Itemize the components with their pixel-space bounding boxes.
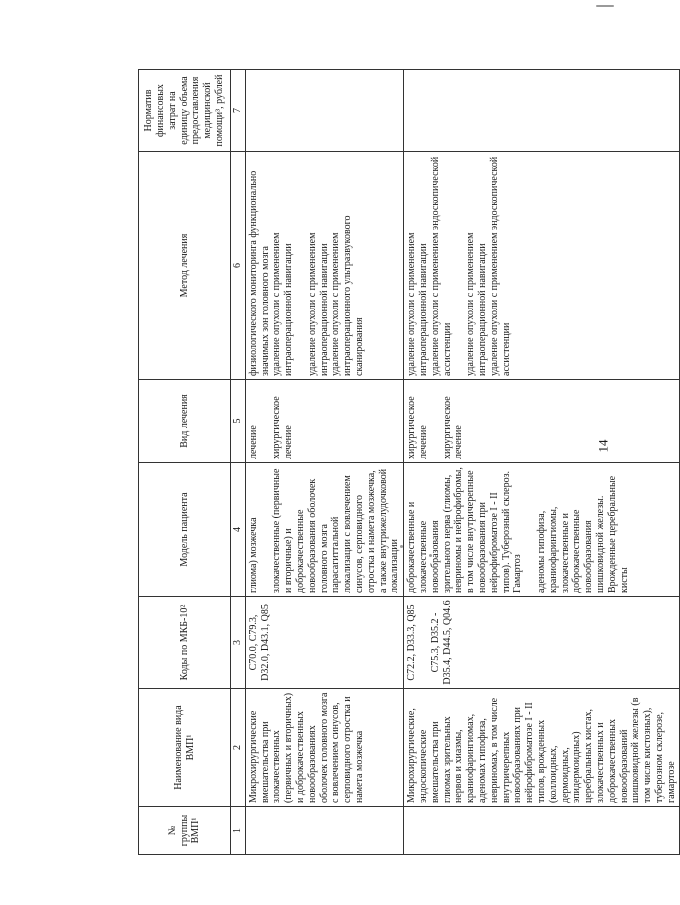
cell-method: удаление опухоли с применением интраоперационной навигации удаление опухоли с применением эндоскопической ассистенции удаление опухоли с применением интраоперационной навигации удаление опухоли с применением эндоскопической ассистенции <box>404 152 680 380</box>
header-method: Метод лечения <box>139 152 231 380</box>
column-number: 5 <box>231 380 246 463</box>
header-name: Наименование вида ВМП¹ <box>139 689 231 807</box>
cell-name: Микрохирургические, эндоскопические вмешательства при глиомах зрительных нервов и хиазмы, краниофарингиомах, аденомах гипофиза, невриномах, в том числе внутричерепных новообразованиях при нейрофиброматозе I - II типов, врожденных (коллоидных, дермоидных, эпидермоидных) церебральных кистах, злокачественных и доброкачественных новообразований шишковидной железы (в том числе кистозных), туберозном склерозе, гамартозе <box>404 689 680 807</box>
cell-method: физиологического мониторинга функционально значимых зон головного мозга удаление опухоли с применением интраоперационной навигации удаление опухоли с применением интраоперационной навигации удаление опухоли с применением интраоперационного ультразвукового сканирования <box>245 152 403 380</box>
cell-model: доброкачественные и злокачественные новообразования зрительного нерва (глиомы, невриномы и нейрофибромы, в том числе внутричерепные новообразования при нейрофиброматозе I - II типов). Туберозный склероз. Гамартоз аденомы гипофиза, краниофарингиомы, злокачественные и доброкачественные новообразования шишковидной железы. Врожденные церебральные кисты <box>404 463 680 597</box>
header-row <box>139 70 231 855</box>
cell-norm <box>404 70 680 152</box>
header-treatment-type: Вид лечения <box>139 380 231 463</box>
cell-treatment-type: лечение хирургическое лечение <box>245 380 403 463</box>
cell-group <box>404 807 680 855</box>
cell-codes: C72.2, D33.3, Q85 C75.3, D35.2 - D35.4, D44.5, Q04.6 <box>404 597 680 689</box>
table-row <box>404 70 680 855</box>
column-number: 2 <box>231 689 246 807</box>
cell-norm <box>245 70 403 152</box>
column-number: 1 <box>231 807 246 855</box>
column-number: 7 <box>231 70 246 152</box>
column-number: 3 <box>231 597 246 689</box>
cell-group <box>245 807 403 855</box>
scan-speck <box>596 5 614 7</box>
column-number: 4 <box>231 463 246 597</box>
header-norm: Норматив финансовых затрат на единицу объема предоставления медицинской помощи³, рублей <box>139 70 231 152</box>
header-codes: Коды по МКБ-10² <box>139 597 231 689</box>
page-number: 14 <box>595 439 611 453</box>
cell-name: Микрохирургические вмешательства при злокачественных (первичных и вторичных) и доброкачественных новообразованиях оболочек головного мозга с вовлечением синусов, серповидного отростка и намета мозжечка <box>245 689 403 807</box>
header-model: Модель пациента <box>139 463 231 597</box>
treatment-table <box>138 69 680 855</box>
cell-codes: C70.0, C79.3, D32.0, D43.1, Q85 <box>245 597 403 689</box>
header-group: № группы ВМП¹ <box>139 807 231 855</box>
table-row <box>245 70 403 855</box>
column-number-row <box>231 70 246 855</box>
cell-treatment-type: хирургическое лечение хирургическое лечение <box>404 380 680 463</box>
column-number: 6 <box>231 152 246 380</box>
cell-model: глиома) мозжечка злокачественные (первичные и вторичные) и доброкачественные новообразования оболочек головного мозга парасагиттальной локализации с вовлечением синусов, серповидного отростка и намета мозжечка, а также внутрижелудочковой локализации <box>245 463 403 597</box>
